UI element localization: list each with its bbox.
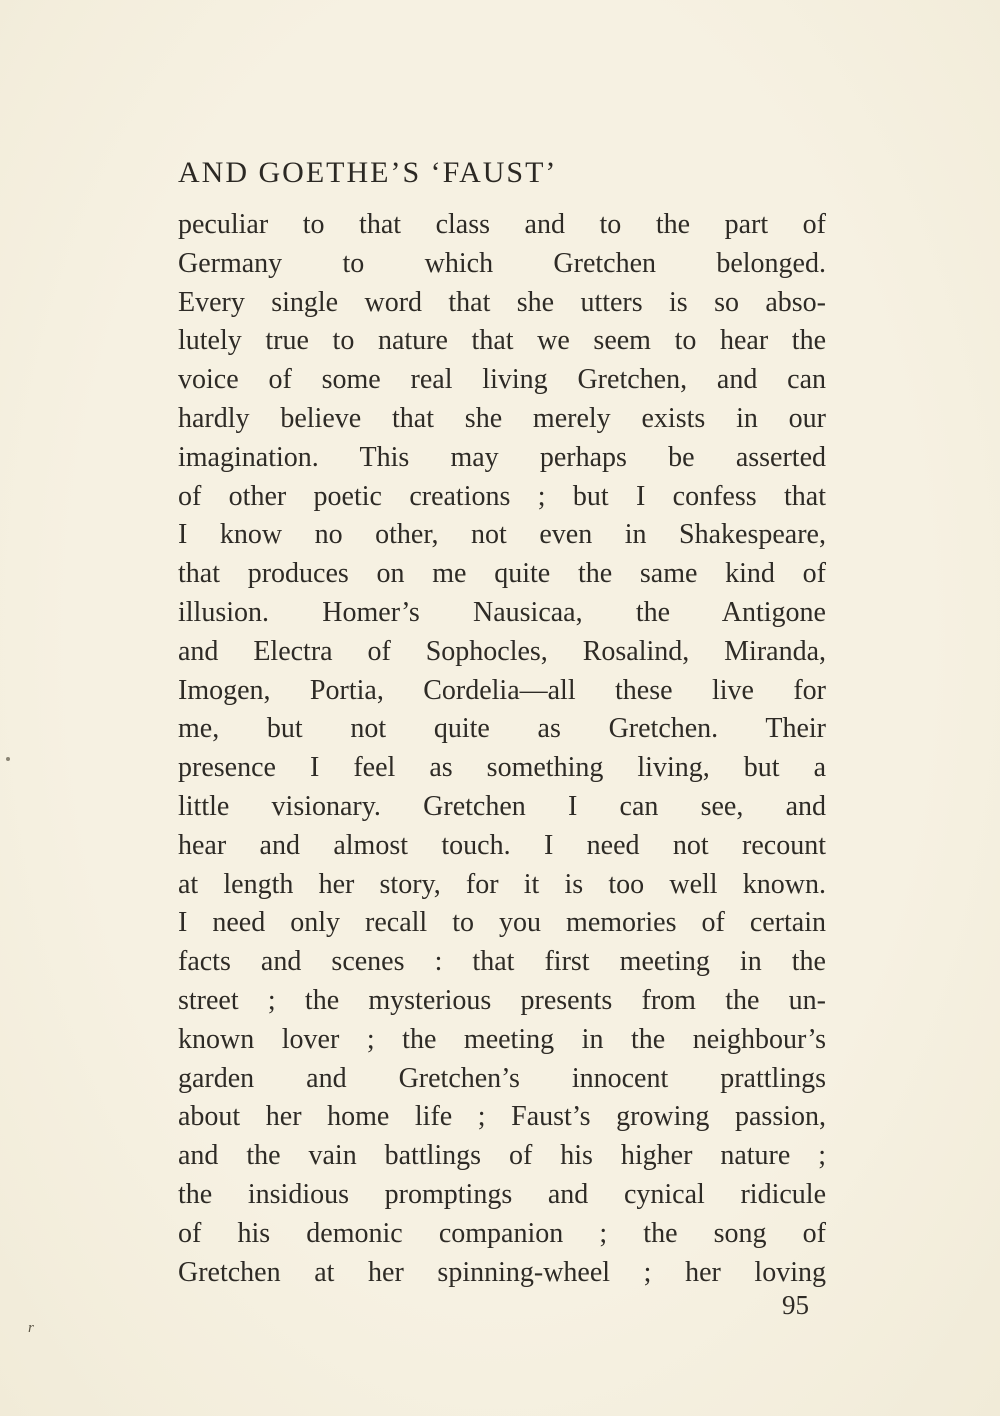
text-line: illusion. Homer’s Nausicaa, the Antigone: [178, 596, 826, 628]
scan-artifact-mark: r: [28, 1320, 34, 1336]
text-line: garden and Gretchen’s innocent prattlings: [178, 1062, 826, 1094]
text-line: voice of some real living Gretchen, and can: [178, 364, 826, 396]
text-line: Every single word that she utters is so abso-: [178, 286, 826, 318]
text-line: me, but not quite as Gretchen. Their: [178, 713, 826, 745]
text-line: of other poetic creations ; but I confess that: [178, 480, 826, 512]
text-line: I know no other, not even in Shakespeare,: [178, 519, 826, 551]
text-line: Gretchen at her spinning-wheel ; her loving: [178, 1256, 826, 1288]
text-line: hardly believe that she merely exists in our: [178, 402, 826, 434]
scan-artifact-dot: [6, 757, 10, 761]
text-line: known lover ; the meeting in the neighbour’s: [178, 1023, 826, 1055]
text-line: facts and scenes : that first meeting in the: [178, 946, 826, 978]
text-line: I need only recall to you memories of certain: [178, 907, 826, 939]
text-line: street ; the mysterious presents from the un-: [178, 984, 826, 1016]
text-line: and the vain battlings of his higher nature ;: [178, 1140, 826, 1172]
text-line: at length her story, for it is too well known.: [178, 868, 826, 900]
text-line: Germany to which Gretchen belonged.: [178, 247, 826, 279]
text-line: the insidious promptings and cynical ridicule: [178, 1178, 826, 1210]
page-heading: AND GOETHE’S ‘FAUST’: [178, 156, 558, 189]
text-line: lutely true to nature that we seem to hear the: [178, 325, 826, 357]
text-line: hear and almost touch. I need not recount: [178, 829, 826, 861]
text-line: Imogen, Portia, Cordelia—all these live for: [178, 674, 826, 706]
text-line: imagination. This may perhaps be asserted: [178, 441, 826, 473]
text-line: presence I feel as something living, but a: [178, 752, 826, 784]
text-line: little visionary. Gretchen I can see, and: [178, 790, 826, 822]
body-text: [178, 206, 826, 1292]
page-number: 95: [782, 1290, 809, 1320]
text-line: and Electra of Sophocles, Rosalind, Miranda,: [178, 635, 826, 667]
text-line: peculiar to that class and to the part of: [178, 209, 826, 240]
text-line: of his demonic companion ; the song of: [178, 1217, 826, 1249]
text-line: that produces on me quite the same kind of: [178, 558, 826, 590]
text-line: about her home life ; Faust’s growing passion,: [178, 1101, 826, 1133]
